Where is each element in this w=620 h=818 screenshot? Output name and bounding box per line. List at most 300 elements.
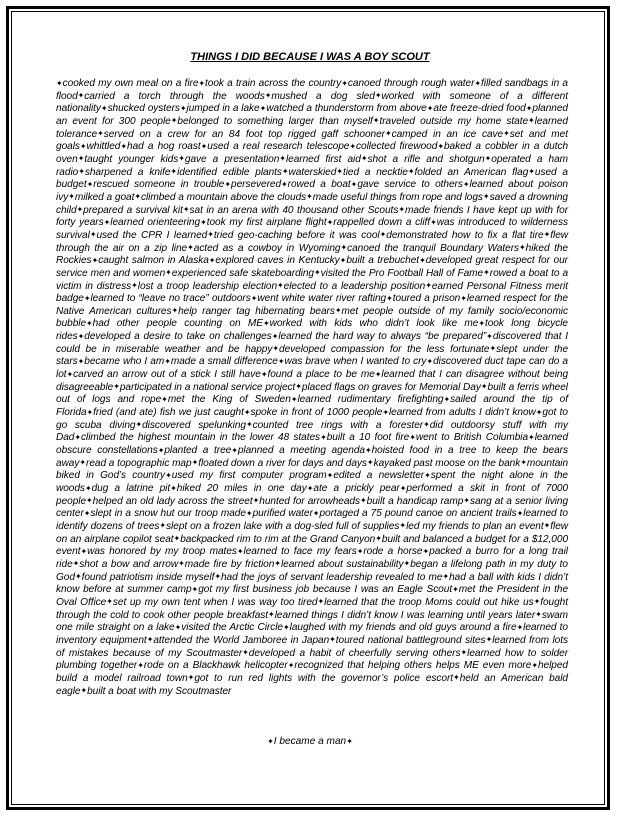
separator-icon: ✦ [178, 559, 185, 569]
achievement-item: made useful things from rope and logs [312, 191, 483, 203]
separator-icon: ✦ [178, 154, 185, 164]
separator-icon: ✦ [350, 179, 358, 189]
separator-icon: ✦ [84, 483, 92, 493]
separator-icon: ✦ [159, 521, 167, 531]
separator-icon: ✦ [320, 432, 327, 442]
separator-icon: ✦ [77, 331, 85, 341]
achievement-item: spent the night alone in the woods [56, 470, 568, 494]
separator-icon: ✦ [113, 382, 120, 392]
achievement-item: climbed a mountain above the clouds [140, 191, 307, 203]
separator-icon: ✦ [106, 597, 113, 607]
achievement-item: built a 10 foot fire [326, 432, 410, 444]
separator-icon: ✦ [453, 673, 460, 683]
achievement-item: spoke in front of 1000 people [250, 407, 383, 419]
separator-icon: ✦ [187, 673, 195, 683]
separator-icon: ✦ [281, 167, 289, 177]
separator-icon: ✦ [326, 470, 334, 480]
achievement-item: planned an event for 300 people [56, 103, 568, 127]
separator-icon: ✦ [165, 470, 172, 480]
separator-icon: ✦ [480, 382, 488, 392]
achievement-item: kayaked past moose on the bank [373, 457, 521, 469]
separator-icon: ✦ [398, 205, 405, 215]
separator-icon: ✦ [462, 179, 470, 189]
achievement-item: built and balanced a budget for a $12,000 event [56, 533, 569, 558]
separator-icon: ✦ [281, 179, 288, 189]
achievement-item: learned to inventory equipment [56, 622, 568, 646]
achievement-item: participated in a national service project [119, 381, 296, 393]
separator-icon: ✦ [520, 458, 527, 468]
achievement-item: took long bicycle rides [56, 318, 568, 343]
achievement-item: camped in an ice cave [391, 128, 504, 140]
separator-icon: ✦ [77, 154, 85, 164]
achievement-item: made fire by friction [184, 558, 275, 570]
achievement-item: shot a bow and arrow [79, 558, 179, 570]
separator-icon: ✦ [341, 78, 348, 88]
achievement-item: served on a crew for an 84 foot top rigged gaff schooner [103, 128, 385, 140]
achievement-item: learned first aid [285, 153, 361, 165]
separator-icon: ✦ [80, 686, 88, 695]
achievement-item: found patriotism inside myself [81, 571, 215, 583]
achievement-item: taught younger kids [84, 153, 179, 165]
achievement-item: learned from lots of mistakes because of my Scoutmaster [56, 634, 569, 659]
achievement-item: learned that the troop Moms could out hike us [324, 596, 534, 608]
achievement-item: placed flags on graves for Memorial Day [301, 381, 481, 393]
separator-icon: ✦ [174, 622, 182, 632]
achievement-item: lost a troop leadership election [137, 280, 278, 292]
separator-icon: ✦ [250, 293, 258, 303]
achievement-item: made friends I have kept up with for forty years [56, 204, 569, 229]
separator-icon: ✦ [525, 103, 533, 113]
achievement-item: attended the World Jamboree in Japan [153, 634, 330, 646]
separator-icon: ✦ [430, 217, 437, 227]
achievement-item: used the CPR I learned [96, 229, 208, 241]
achievement-item: acted as a cowboy in Wyoming [193, 242, 341, 254]
separator-icon: ✦ [543, 230, 551, 240]
separator-icon: ✦ [56, 78, 63, 88]
achievement-item: developed a desire to take on challenges [84, 331, 272, 343]
separator-icon: ✦ [80, 546, 88, 556]
separator-icon: ✦ [243, 407, 251, 417]
achievement-item: fried (and ate) fish we just caught [93, 407, 244, 419]
separator-icon: ✦ [317, 597, 325, 607]
achievement-item: milked a goat [74, 191, 135, 203]
achievement-item: sharpened a knife [84, 166, 171, 178]
separator-icon: ✦ [77, 356, 85, 366]
separator-icon: ✦ [528, 167, 535, 177]
achievement-item: did outdoorsy stuff with my Dad [56, 419, 568, 444]
achievement-item: had a ball with kids I didn’t know before at summer camp [56, 571, 568, 596]
separator-icon: ✦ [379, 230, 387, 240]
separator-icon: ✦ [374, 91, 382, 101]
separator-icon: ✦ [346, 737, 353, 746]
achievement-item: toured national battleground sites [335, 634, 486, 646]
achievement-item: went to British Columbia [415, 432, 529, 444]
separator-icon: ✦ [340, 243, 348, 253]
achievement-item: built a ferris wheel out of logs and rope [56, 381, 568, 406]
separator-icon: ✦ [271, 331, 279, 341]
achievement-item: found a place to be me [267, 369, 375, 381]
achievement-item: mushed a dog sled [271, 90, 375, 102]
separator-icon: ✦ [533, 597, 541, 607]
achievement-item: edited a newsletter [333, 470, 425, 482]
achievement-item: watched a thunderstorm from above [266, 103, 427, 115]
separator-icon: ✦ [486, 331, 493, 341]
separator-icon: ✦ [384, 129, 392, 139]
closing-text: I became a man [273, 736, 347, 747]
achievement-item: collected firewood [356, 141, 438, 153]
separator-icon: ✦ [170, 116, 178, 126]
achievement-item: sang at a senior living center [56, 495, 569, 520]
achievement-item: learned that I can disagree without being disagreeable [56, 369, 569, 393]
achievement-item: sat in an arena with 40 thousand other Scouts [189, 204, 399, 216]
achievement-item: went white water river rafting [257, 293, 387, 305]
achievement-item: worked with kids who didn’t look like me [269, 318, 479, 330]
separator-icon: ✦ [165, 268, 172, 278]
separator-icon: ✦ [161, 394, 168, 404]
achievement-item: jumped in a lake [186, 103, 260, 115]
achievement-item: took my first airplane flight [206, 217, 327, 229]
separator-icon: ✦ [89, 230, 97, 240]
separator-icon: ✦ [252, 496, 260, 506]
separator-icon: ✦ [452, 584, 459, 594]
separator-icon: ✦ [200, 141, 208, 151]
achievement-item: gave a presentation [184, 153, 280, 165]
achievement-item: folded an American flag [414, 166, 529, 178]
achievement-item: set and met goals [56, 128, 568, 153]
achievement-item: carved an arrow out of a stick I still have [73, 369, 261, 381]
separator-icon: ✦ [245, 508, 253, 518]
separator-icon: ✦ [68, 192, 75, 202]
separator-icon: ✦ [483, 268, 490, 278]
separator-icon: ✦ [137, 660, 144, 670]
achievement-item: baked a cobbler in a dutch oven [56, 141, 569, 165]
achievement-item: learned how to solder plumbing together [56, 647, 569, 672]
achievement-item: rowed a boat [287, 179, 351, 191]
achievement-item: sailed around the tip of Florida [56, 394, 568, 419]
separator-icon: ✦ [489, 344, 497, 354]
separator-icon: ✦ [170, 483, 177, 493]
achievement-item: caught salmon in Alaska [98, 255, 209, 267]
separator-icon: ✦ [442, 572, 450, 582]
separator-icon: ✦ [191, 584, 199, 594]
achievement-item: planted a tree [164, 445, 232, 457]
achievement-item: traveled outside my home state [379, 115, 529, 127]
separator-icon: ✦ [287, 660, 295, 670]
achievement-item: set up my own tent when I was way too tired [112, 596, 318, 608]
achievement-item: shucked oysters [107, 103, 180, 115]
achievement-item: earned Personal Fitness merit badge [56, 280, 568, 305]
achievement-item: read a topographic map [86, 457, 192, 469]
separator-icon: ✦ [103, 217, 111, 227]
separator-icon: ✦ [409, 432, 416, 442]
separator-icon: ✦ [171, 306, 179, 316]
separator-icon: ✦ [74, 432, 82, 442]
separator-icon: ✦ [120, 141, 128, 151]
achievement-item: tried geo-caching before it was cool [213, 229, 380, 241]
separator-icon: ✦ [329, 635, 336, 645]
separator-icon: ✦ [425, 281, 432, 290]
separator-icon: ✦ [336, 167, 343, 177]
achievement-item: shot a rifle and shotgun [367, 153, 485, 165]
achievement-item: learned from adults I didn’t know [388, 407, 536, 419]
achievement-item: rappelled down a cliff [333, 217, 431, 229]
separator-icon: ✦ [386, 293, 393, 303]
separator-icon: ✦ [360, 154, 368, 164]
separator-icon: ✦ [83, 293, 91, 303]
achievement-item: dug a latrine pit [91, 483, 171, 494]
achievement-item: swam one mile straight on a lake [56, 609, 568, 634]
separator-icon: ✦ [484, 154, 492, 164]
achievement-item: made a small difference [170, 356, 278, 368]
achievement-item: developed a habit of cheerfully serving others [248, 647, 461, 659]
separator-icon: ✦ [282, 622, 290, 632]
separator-icon: ✦ [207, 230, 214, 240]
separator-icon: ✦ [214, 572, 221, 582]
achievement-item: learned orienteering [110, 217, 201, 229]
achievement-item: hunted for arrowheads [259, 495, 360, 507]
achievement-item: planned a meeting agenda [237, 445, 365, 457]
achievement-item: was brave when I wanted to cry [284, 356, 427, 368]
separator-icon: ✦ [423, 420, 430, 430]
achievements-paragraph [56, 78, 568, 698]
achievement-item: learned obscure constellations [56, 432, 569, 457]
separator-icon: ✦ [259, 103, 267, 113]
separator-icon: ✦ [519, 243, 526, 253]
separator-icon: ✦ [313, 268, 321, 278]
achievement-item: belonged to something larger than myself [177, 115, 373, 127]
achievement-item: climbed the highest mountain in the lower 48 states [81, 432, 321, 444]
separator-icon: ✦ [516, 508, 524, 518]
achievement-item: persevered [231, 179, 282, 191]
separator-icon: ✦ [260, 369, 268, 379]
achievement-item: hiked the Rockies [56, 242, 568, 267]
separator-icon: ✦ [170, 167, 178, 177]
achievement-item: backpacked rim to rim at the Grand Canyon [180, 533, 376, 545]
separator-icon: ✦ [187, 243, 194, 253]
separator-icon: ✦ [419, 255, 426, 265]
separator-icon: ✦ [295, 382, 302, 392]
separator-icon: ✦ [83, 508, 91, 518]
separator-icon: ✦ [364, 445, 372, 455]
separator-icon: ✦ [339, 255, 347, 265]
separator-icon: ✦ [267, 737, 274, 746]
achievement-item: elected to a leadership position [283, 280, 426, 292]
separator-icon: ✦ [485, 635, 493, 645]
separator-icon: ✦ [191, 458, 199, 468]
achievement-item: canoed through rough water [347, 78, 475, 89]
separator-icon: ✦ [198, 78, 206, 88]
separator-icon: ✦ [208, 255, 216, 265]
separator-icon: ✦ [242, 648, 249, 658]
separator-icon: ✦ [224, 179, 232, 189]
achievement-item: developed great respect for our service men and women [56, 255, 568, 279]
achievement-item: experienced safe skateboarding [171, 267, 314, 279]
achievement-item: learned respect for the Native American cultures [56, 293, 568, 317]
achievement-item: led my friends to plan an event [406, 520, 544, 532]
separator-icon: ✦ [100, 103, 108, 113]
separator-icon: ✦ [403, 559, 411, 569]
achievement-item: learned about poison ivy [56, 179, 568, 203]
achievement-item: explored caves in Kentucky [215, 255, 340, 267]
separator-icon: ✦ [66, 369, 74, 379]
achievement-item: operated a ham radio [56, 153, 568, 178]
achievement-item: performed a skit in front of 7000 people [56, 483, 569, 507]
achievement-item: developed compassion for the less fortunate [279, 343, 490, 355]
separator-icon: ✦ [407, 167, 415, 177]
separator-icon: ✦ [375, 534, 382, 544]
achievement-item: waterskied [288, 166, 337, 178]
achievement-item: cooked my own meal on a fire [62, 78, 199, 89]
achievement-item: purified water [252, 508, 313, 520]
achievement-item: met people outside of my family socio/economic bubble [56, 305, 568, 330]
achievement-item: packed a burro for a long trail ride [56, 546, 568, 570]
separator-icon: ✦ [157, 445, 165, 455]
achievement-item: discovered that I could be in miserable weather and be happy [56, 331, 568, 355]
achievement-item: built a handicap ramp [366, 495, 464, 507]
separator-icon: ✦ [399, 521, 407, 531]
separator-icon: ✦ [264, 91, 272, 101]
achievement-item: saved a drowning child [56, 191, 568, 216]
achievement-item: whittled [86, 141, 121, 153]
separator-icon: ✦ [516, 622, 524, 632]
achievement-item: hiked 20 miles in one day [176, 483, 307, 494]
achievement-item: ate freeze-dried food [433, 103, 526, 115]
achievement-item: carried a torch through the woods [84, 90, 265, 102]
separator-icon: ✦ [360, 496, 367, 506]
separator-icon: ✦ [366, 458, 374, 468]
achievement-item: slept in a snow hut our troop made [90, 508, 246, 520]
separator-icon: ✦ [372, 116, 380, 126]
separator-icon: ✦ [326, 217, 334, 227]
separator-icon: ✦ [503, 129, 510, 139]
achievement-item: discovered spelunking [142, 419, 246, 431]
achievement-item: demonstrated how to fix a flat tire [386, 229, 544, 241]
separator-icon: ✦ [312, 508, 320, 518]
separator-icon: ✦ [236, 546, 244, 556]
achievement-item: floated down a river for days and days [198, 457, 367, 469]
separator-icon: ✦ [382, 407, 389, 417]
achievement-item: mountain biked in God’s country [56, 457, 569, 482]
achievement-item: was honored by my troop mates [87, 546, 237, 558]
separator-icon: ✦ [86, 496, 93, 506]
achievement-item: helped build a model railroad town [56, 660, 568, 684]
separator-icon: ✦ [179, 103, 187, 113]
separator-icon: ✦ [86, 318, 93, 328]
achievement-item: learned to identify dozens of trees [56, 508, 568, 532]
separator-icon: ✦ [535, 407, 543, 417]
separator-icon: ✦ [279, 154, 286, 164]
separator-icon: ✦ [543, 521, 551, 531]
achievement-item: prepared a survival kit [83, 204, 183, 216]
achievement-item: learned things I didn’t know I was learning until years later [274, 609, 536, 621]
achievement-item: ate a prickly pear [313, 483, 400, 494]
achievement-item: got my first business job because I was an Eagle Scout [198, 584, 453, 596]
separator-icon: ✦ [262, 318, 270, 328]
separator-icon: ✦ [164, 356, 171, 366]
achievement-item: help ranger tag hibernating bears [178, 305, 335, 317]
achievement-item: took a train across the country [205, 78, 342, 89]
achievement-item: rode a horse [363, 546, 423, 558]
separator-icon: ✦ [535, 610, 542, 620]
separator-icon: ✦ [272, 344, 280, 354]
separator-icon: ✦ [422, 546, 430, 556]
separator-icon: ✦ [306, 483, 314, 493]
achievement-item: met the King of Sweden [167, 394, 291, 406]
achievement-item: counted tree rings with a forester [252, 419, 424, 431]
achievement-item: tied a necktie [342, 166, 408, 178]
separator-icon: ✦ [306, 192, 313, 202]
separator-icon: ✦ [290, 394, 298, 404]
separator-icon: ✦ [173, 534, 181, 544]
separator-icon: ✦ [97, 129, 104, 139]
achievement-item: began a lifelong path in my duty to God [56, 558, 568, 583]
separator-icon: ✦ [74, 572, 82, 582]
separator-icon: ✦ [528, 116, 535, 126]
achievement-item: fought through the cold to cook other people breakfast [56, 596, 568, 621]
separator-icon: ✦ [76, 205, 84, 215]
achievement-item: flew through the air on a zip line [56, 229, 568, 254]
separator-icon: ✦ [528, 432, 535, 442]
achievement-item: built a trebuchet [346, 255, 420, 267]
achievement-item: learned tolerance [56, 115, 568, 140]
achievement-item: slept on a frozen lake with a dog-sled full of supplies [166, 520, 400, 532]
achievement-item: worked with someone of a different nationality [56, 90, 568, 115]
separator-icon: ✦ [437, 141, 444, 151]
separator-icon: ✦ [374, 369, 382, 379]
achievement-item: portaged a 75 pound canoe on ancient trails [319, 508, 517, 520]
achievement-item: used a real research telescope [207, 141, 350, 153]
achievement-item: was introduced to wilderness survival [56, 217, 568, 241]
achievement-item: canoed the tranquil Boundary Waters [347, 242, 520, 254]
separator-icon: ✦ [424, 470, 431, 480]
separator-icon: ✦ [86, 407, 94, 417]
achievement-item: slept under the stars [56, 343, 569, 368]
document-title: THINGS I DID BECAUSE I WAS A BOY SCOUT [190, 51, 430, 63]
achievement-item: laughed with my friends and old guys around a fire [289, 622, 517, 634]
separator-icon: ✦ [478, 318, 485, 328]
separator-icon: ✦ [334, 306, 342, 316]
achievement-item: held an American bald eagle [56, 672, 568, 697]
separator-icon: ✦ [131, 281, 138, 290]
achievement-item: met the President in the Oval Office [56, 584, 569, 608]
achievement-item: filled sandbags in a flood [56, 78, 568, 102]
achievement-item: rescued someone in trouble [93, 179, 225, 191]
separator-icon: ✦ [231, 445, 238, 455]
separator-icon: ✦ [245, 420, 253, 430]
achievement-item: learned to face my fears [243, 546, 357, 558]
achievement-item: hoisted food in a tree to keep the bears away [56, 445, 568, 469]
separator-icon: ✦ [268, 610, 275, 620]
achievement-item: rode on a Blackhawk helicopter [143, 660, 288, 672]
achievement-item: built a boat with my Scoutmaster [87, 685, 232, 697]
separator-icon: ✦ [531, 660, 538, 670]
achievement-item: discovered duct tape can do a lot [56, 356, 568, 381]
achievement-item: rowed a boat to a victim in distress [56, 267, 569, 292]
achievement-item: learned about sustainability [280, 558, 404, 570]
achievement-item: helped an old lady across the street [92, 495, 253, 507]
achievement-item: visited the Arctic Circle [181, 622, 283, 634]
separator-icon: ✦ [146, 635, 154, 645]
separator-icon: ✦ [356, 546, 364, 556]
separator-icon: ✦ [460, 648, 468, 658]
achievement-item: gave service to others [357, 179, 463, 191]
achievement-item: had a hog roast [127, 141, 201, 153]
achievement-item: learned the hard way to always “be prepared” [278, 331, 487, 343]
separator-icon: ✦ [277, 281, 284, 290]
achievement-item: identified edible plants [177, 166, 282, 178]
separator-icon: ✦ [349, 141, 357, 151]
achievement-item: got to go scuba diving [56, 407, 568, 431]
